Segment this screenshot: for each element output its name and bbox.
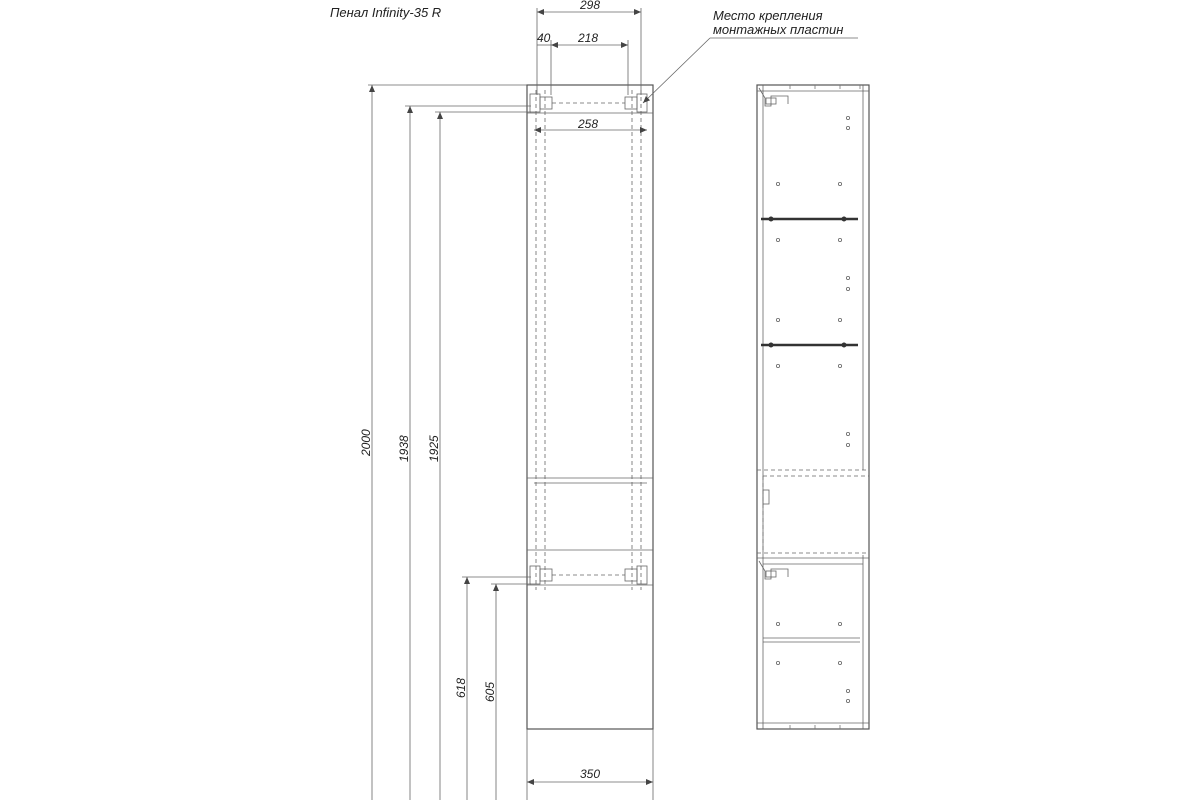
niche-bracket — [763, 490, 769, 504]
mounting-plate-bottom-right — [637, 566, 647, 584]
dimension-label-350: 350 — [580, 767, 601, 781]
shelf-2-support-right — [842, 343, 847, 348]
shelf-holes — [776, 116, 849, 702]
shelf-1-support-right — [842, 217, 847, 222]
side-view-outline — [757, 85, 869, 729]
mounting-plate-bottom-left-inner — [540, 569, 552, 581]
edge-ticks — [790, 85, 860, 729]
mounting-plate-top-left-inner — [540, 97, 552, 109]
dimension-label-618: 618 — [454, 677, 468, 698]
dimension-label-40: 40 — [537, 31, 551, 45]
mounting-plate-bottom-right-inner — [625, 569, 637, 581]
vertical-dimensions — [359, 85, 531, 800]
mounting-plate-top-left — [530, 94, 540, 112]
note-line-2: монтажных пластин — [713, 22, 844, 37]
cabinet-body-outline — [527, 85, 653, 729]
dimension-label-298: 298 — [580, 0, 601, 12]
dimension-298 — [537, 0, 641, 95]
shelf-1-support-left — [769, 217, 774, 222]
drawing-title: Пенал Infinity-35 R — [330, 5, 442, 20]
dimension-label-605: 605 — [483, 681, 497, 702]
dimension-label-1925: 1925 — [427, 435, 441, 462]
dimension-label-258: 258 — [578, 117, 599, 131]
note-line-1: Место крепления — [713, 8, 823, 23]
dimension-258 — [534, 117, 647, 131]
side-view — [757, 85, 869, 729]
shelf-2-support-left — [769, 343, 774, 348]
front-view — [527, 85, 653, 729]
mounting-note — [643, 8, 858, 103]
dimension-label-1938: 1938 — [397, 435, 411, 462]
dimension-label-218: 218 — [578, 31, 599, 45]
mounting-plate-top-right-inner — [625, 97, 637, 109]
note-leader-line — [643, 38, 710, 103]
mounting-plate-bottom-left — [530, 566, 540, 584]
mounting-plate-top-right — [637, 94, 647, 112]
dimension-label-2000: 2000 — [359, 429, 373, 456]
dimension-350 — [527, 729, 653, 800]
